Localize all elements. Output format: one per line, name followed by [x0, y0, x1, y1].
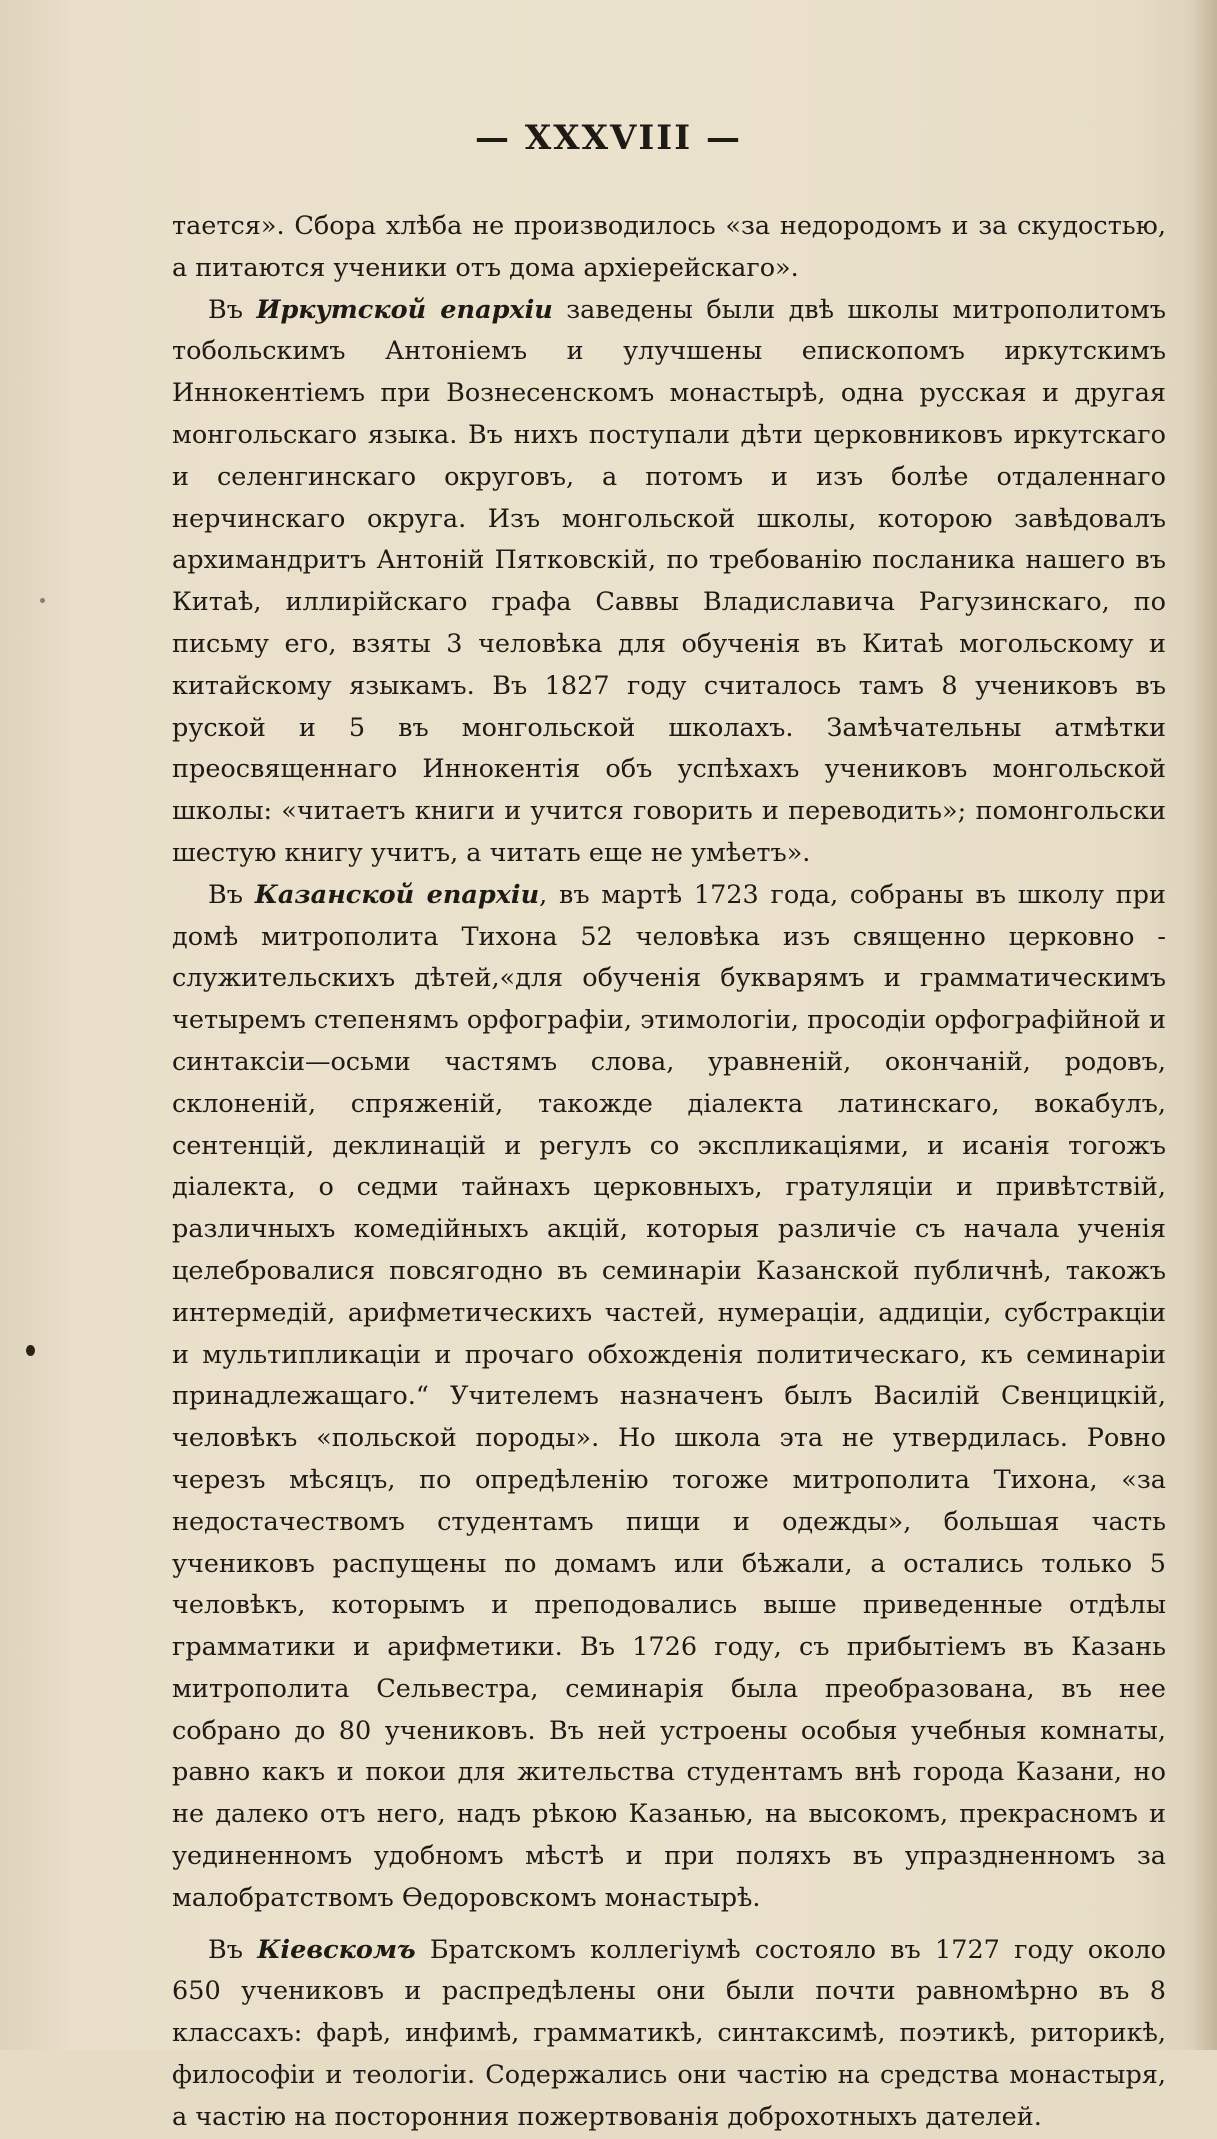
paragraph-irkutsk-body: заведены были двѣ школы митрополитомъ тобольскимъ Антоніемъ и улучшены епископомъ иркутскимъ Иннокентіемъ при Вознесенскомъ монастырѣ, одна русская и другая монгольскаго языка. Въ нихъ поступали дѣти церковниковъ иркутскаго и селенгинскаго округовъ, а потомъ и изъ болѣе отдаленнаго нерчинскаго округа. Изъ монгольской школы, которою завѣдовалъ архимандритъ Антоній Пятковскій, по требованію посланика нашего въ Китаѣ, иллирійскаго графа Саввы Владиславича Рагузинскаго, по письму его, взяты 3 человѣка для обученія въ Китаѣ могольскому и китайскому языкамъ. Въ 1827 году считалось тамъ 8 учениковъ въ руской и 5 въ монгольской школахъ. Замѣчательны атмѣтки преосвященнаго Иннокентія объ успѣхахъ учениковъ монгольской школы: «читаетъ книги и учится говорить и переводить»; помонгольски шестую книгу учитъ, а читать еще не умѣетъ».	[172, 294, 1166, 868]
ink-speck	[40, 598, 45, 603]
paragraph-kiev-body: Братскомъ коллегіумѣ состояло въ 1727 году около 650 учениковъ и распредѣлены они были почти равномѣрно въ 8 классахъ: фарѣ, инфимѣ, грамматикѣ, синтаксимѣ, поэтикѣ, риторикѣ, философіи и теологіи. Содержались они частію на средства монастыря, а частію на посторонния пожертвованія доброхотныхъ дателей.	[172, 1934, 1166, 2132]
paragraph-irkutsk	[172, 290, 1166, 875]
page-edge-shadow	[1191, 0, 1217, 2050]
page-number-header: — XXXVIII —	[475, 118, 742, 158]
paragraph-1-text: тается». Сбора хлѣба не производилось «за недородомъ и за скудостью, а питаются ученики отъ дома архіерейскаго».	[172, 211, 1166, 283]
ink-blot	[26, 1345, 35, 1356]
body-text	[172, 206, 1166, 2139]
paragraph-kiev-lead: Въ	[208, 1934, 258, 1965]
paragraph-kazan	[172, 875, 1166, 1920]
irkutsk-eparchy-term: Иркутской епархіи	[256, 294, 553, 325]
kiev-collegium-term: Кіевскомъ	[257, 1934, 416, 1965]
paragraph-kiev	[172, 1930, 1166, 2139]
kazan-eparchy-term: Казанской епархіи	[254, 879, 540, 910]
paragraph-1	[172, 206, 1166, 290]
paragraph-kazan-lead: Въ	[208, 879, 255, 910]
paragraph-irkutsk-lead: Въ	[208, 294, 257, 325]
paragraph-kazan-body: , въ мартѣ 1723 года, собраны въ школу при домѣ митрополита Тихона 52 человѣка изъ священно церковно - служительскихъ дѣтей,«для обученія букварямъ и грамматическимъ четыремъ степенямъ орфографіи, этимологіи, просодіи орфографійной и синтаксіи—осьми частямъ слова, уравненій, окончаній, родовъ, склоненій, спряженій, такожде діалекта латинскаго, вокабулъ, сентенцій, деклинацій и регулъ со экспликаціями, и исанія тогожъ діалекта, о седми тайнахъ церковныхъ, гратуляціи и привѣтствій, различныхъ комедійныхъ акцій, которыя различіе съ начала ученія целебровалися повсягодно въ семинаріи Казанской публичнѣ, такожъ интермедій, арифметическихъ частей, нумераціи, аддиціи, субстракціи и мультипликаціи и прочаго обхожденія политическаго, къ семинаріи принадлежащаго.“ Учителемъ назначенъ былъ Василій Свенцицкій, человѣкъ «польской породы». Но школа эта не утвердилась. Ровно черезъ мѣсяцъ, по опредѣленію тогоже митрополита Тихона, «за недостачествомъ студентамъ пищи и одежды», большая часть учениковъ распущены по домамъ или бѣжали, а остались только 5 человѣкъ, которымъ и преподовались выше приведенные отдѣлы грамматики и арифметики. Въ 1726 году, съ прибытіемъ въ Казань митрополита Сельвестра, семинарія была преобразована, въ нее собрано до 80 учениковъ. Въ ней устроены особыя учебныя комнаты, равно какъ и покои для жительства студентамъ внѣ города Казани, но не далеко отъ него, надъ рѣкою Казанью, на высокомъ, прекрасномъ и уединенномъ удобномъ мѣстѣ и при поляхъ въ упраздненномъ за малобратствомъ Ѳедоровскомъ монастырѣ.	[172, 879, 1166, 1913]
